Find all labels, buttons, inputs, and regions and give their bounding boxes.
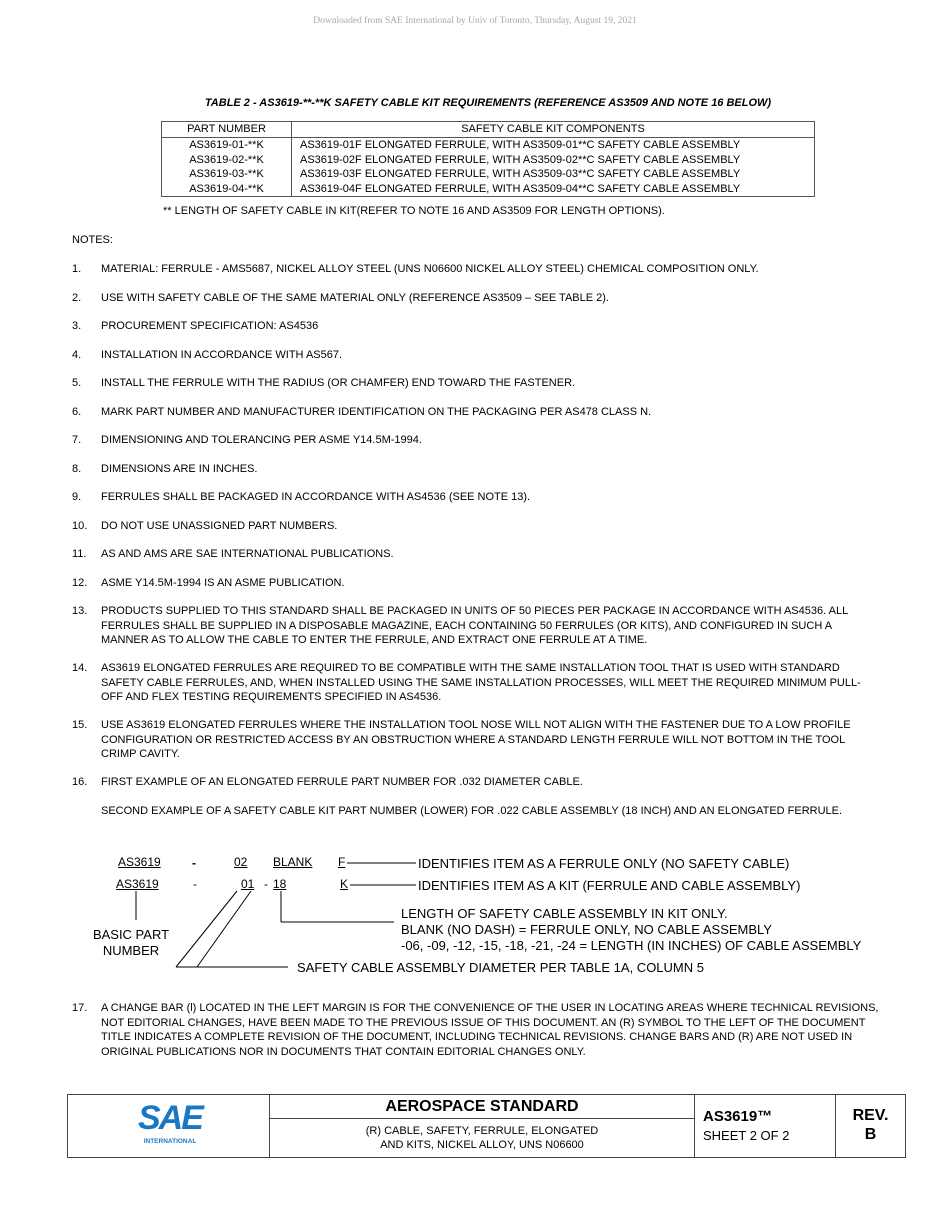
part-number-cell: AS3619-01-**K bbox=[162, 138, 292, 153]
note-9 bbox=[72, 490, 882, 505]
note-14 bbox=[72, 661, 882, 705]
aerospace-standard-heading: AEROSPACE STANDARD bbox=[270, 1095, 694, 1119]
revision-label: REV. bbox=[852, 1107, 889, 1124]
note-5 bbox=[72, 376, 882, 391]
part-number-cell: AS3619-02-**K bbox=[162, 153, 292, 168]
download-watermark: Downloaded from SAE International by Univ of Toronto, Thursday, August 19, 2021 bbox=[313, 16, 637, 26]
document-number: AS3619™ bbox=[703, 1108, 773, 1125]
length-description-1: LENGTH OF SAFETY CABLE ASSEMBLY IN KIT ONLY. bbox=[401, 906, 728, 921]
note-text: SECOND EXAMPLE OF A SAFETY CABLE KIT PART NUMBER (LOWER) FOR .022 CABLE ASSEMBLY (18 INCH) AND AN ELONGATED FERRULE. bbox=[101, 805, 843, 817]
note-text: AS AND AMS ARE SAE INTERNATIONAL PUBLICATIONS. bbox=[101, 548, 394, 560]
note-7 bbox=[72, 433, 882, 448]
note-text: USE AS3619 ELONGATED FERRULES WHERE THE INSTALLATION TOOL NOSE WILL NOT ALIGN WITH THE FASTENER DUE TO A LOW PROFILE CONFIGURATION OR RESTRICTED ACCESS BY AN OBSTRUCTION WHERE A STANDARD LENGTH FERRULE WILL NOT BOTTOM IN THE TOOL CRIMP CAVITY. bbox=[101, 719, 851, 760]
kit-description: IDENTIFIES ITEM AS A KIT (FERRULE AND CABLE ASSEMBLY) bbox=[418, 878, 801, 893]
table-2-title: TABLE 2 - AS3619-**-**K SAFETY CABLE KIT REQUIREMENTS (REFERENCE AS3509 AND NOTE 16 BELOW) bbox=[204, 97, 772, 109]
note-8 bbox=[72, 462, 882, 477]
revision-cell bbox=[836, 1095, 905, 1157]
note-number: 16. bbox=[72, 776, 88, 788]
note-text: MARK PART NUMBER AND MANUFACTURER IDENTIFICATION ON THE PACKAGING PER AS478 CLASS N. bbox=[101, 406, 652, 418]
note-3 bbox=[72, 319, 882, 334]
note-number: 12. bbox=[72, 577, 88, 589]
column-header-components: SAFETY CABLE KIT COMPONENTS bbox=[292, 122, 815, 138]
note-number: 1. bbox=[72, 263, 82, 275]
note-text: INSTALL THE FERRULE WITH THE RADIUS (OR CHAMFER) END TOWARD THE FASTENER. bbox=[101, 377, 576, 389]
note-11 bbox=[72, 547, 882, 562]
note-number: 14. bbox=[72, 662, 88, 674]
note-2 bbox=[72, 291, 882, 306]
title-block bbox=[67, 1094, 906, 1158]
components-cell: AS3619-03F ELONGATED FERRULE, WITH AS3509-03**C SAFETY CABLE ASSEMBLY bbox=[292, 167, 815, 182]
note-12 bbox=[72, 576, 882, 591]
note-text: PRODUCTS SUPPLIED TO THIS STANDARD SHALL BE PACKAGED IN UNITS OF 50 PIECES PER PACKAGE IN ACCORDANCE WITH AS4536. ALL FERRULES SHALL BE SUPPLIED IN A DISPOSABLE MAGAZINE, EACH CONTAINING 50 FERRULES (OR KITS), AND CONFIGURED IN SUCH A MANNER AS TO ALLOW THE CABLE TO ENTER THE FERRULE, AND EXTRACT ONE FERRULE AT A TIME. bbox=[101, 605, 848, 646]
components-cell: AS3619-02F ELONGATED FERRULE, WITH AS3509-02**C SAFETY CABLE ASSEMBLY bbox=[292, 153, 815, 168]
note-number: 17. bbox=[72, 1002, 88, 1014]
note-text: MATERIAL: FERRULE - AMS5687, NICKEL ALLOY STEEL (UNS N06600 NICKEL ALLOY STEEL) CHEMICAL COMPOSITION ONLY. bbox=[101, 263, 759, 275]
note-number: 15. bbox=[72, 719, 88, 731]
note-number: 7. bbox=[72, 434, 82, 446]
notes-heading: NOTES: bbox=[72, 234, 113, 246]
sae-logo: SAE bbox=[138, 1099, 202, 1137]
note-number: 11. bbox=[72, 548, 87, 560]
sheet-number: SHEET 2 OF 2 bbox=[703, 1128, 790, 1143]
note-13 bbox=[72, 604, 882, 648]
table-row bbox=[162, 182, 815, 197]
title-cell bbox=[270, 1095, 695, 1157]
note-text: ASME Y14.5M-1994 IS AN ASME PUBLICATION. bbox=[101, 577, 345, 589]
note-1 bbox=[72, 262, 882, 277]
example-basic-part-1: AS3619 bbox=[118, 855, 161, 869]
example-size-2: 01 bbox=[241, 877, 255, 891]
note-16-second-example bbox=[72, 804, 882, 819]
note-number: 2. bbox=[72, 292, 82, 304]
note-number: 8. bbox=[72, 463, 82, 475]
example-suffix-f: F bbox=[338, 855, 346, 869]
note-text: A CHANGE BAR (l) LOCATED IN THE LEFT MARGIN IS FOR THE CONVENIENCE OF THE USER IN LOCATING AREAS WHERE TECHNICAL REVISIONS, NOT EDITORIAL CHANGES, HAVE BEEN MADE TO THE PREVIOUS ISSUE OF THIS DOCUMENT. AN (R) SYMBOL TO THE LEFT OF THE DOCUMENT TITLE INDICATES A COMPLETE REVISION OF THE DOCUMENT, INCLUDING TECHNICAL REVISIONS. CHANGE BARS AND (R) ARE NOT USED IN ORIGINAL PUBLICATIONS NOR IN DOCUMENTS THAT CONTAIN EDITORIAL CHANGES ONLY. bbox=[101, 1002, 879, 1058]
table-row bbox=[162, 153, 815, 168]
note-16 bbox=[72, 775, 882, 790]
document-title-line-2: AND KITS, NICKEL ALLOY, UNS N06600 bbox=[380, 1139, 584, 1151]
example-size-1: 02 bbox=[234, 855, 248, 869]
note-text: FIRST EXAMPLE OF AN ELONGATED FERRULE PART NUMBER FOR .032 DIAMETER CABLE. bbox=[101, 776, 583, 788]
components-cell: AS3619-04F ELONGATED FERRULE, WITH AS3509-04**C SAFETY CABLE ASSEMBLY bbox=[292, 182, 815, 197]
note-text: AS3619 ELONGATED FERRULES ARE REQUIRED TO BE COMPATIBLE WITH THE SAME INSTALLATION TOOL THAT IS USED WITH STANDARD SAFETY CABLE FERRULES, AND, WHEN INSTALLED USING THE SAME INSTALLATION PROCESSES, WILL MEET THE REQUIRED MINIMUM PULL-OFF AND FLEX TESTING REQUIREMENTS SPECIFIED IN AS4536. bbox=[101, 662, 861, 703]
note-text: FERRULES SHALL BE PACKAGED IN ACCORDANCE WITH AS4536 (SEE NOTE 13). bbox=[101, 491, 531, 503]
note-text: PROCUREMENT SPECIFICATION: AS4536 bbox=[101, 320, 319, 332]
note-number: 3. bbox=[72, 320, 82, 332]
note-text: DIMENSIONING AND TOLERANCING PER ASME Y14.5M-1994. bbox=[101, 434, 422, 446]
revision-letter: B bbox=[864, 1126, 877, 1143]
components-cell: AS3619-01F ELONGATED FERRULE, WITH AS3509-01**C SAFETY CABLE ASSEMBLY bbox=[292, 138, 815, 153]
example-dash-2: - bbox=[193, 877, 197, 891]
note-text: INSTALLATION IN ACCORDANCE WITH AS567. bbox=[101, 349, 343, 361]
callout-line-diameter-2 bbox=[197, 891, 251, 967]
length-description-2: BLANK (NO DASH) = FERRULE ONLY, NO CABLE ASSEMBLY bbox=[401, 922, 772, 937]
basic-part-label-1: BASIC PART bbox=[92, 927, 170, 942]
document-title-line-1: (R) CABLE, SAFETY, FERRULE, ELONGATED bbox=[365, 1125, 599, 1137]
note-15 bbox=[72, 718, 882, 762]
note-text: USE WITH SAFETY CABLE OF THE SAME MATERIAL ONLY (REFERENCE AS3509 – SEE TABLE 2). bbox=[101, 292, 609, 304]
note-4 bbox=[72, 348, 882, 363]
note-number: 6. bbox=[72, 406, 82, 418]
note-number: 9. bbox=[72, 491, 82, 503]
example-dash-1: - bbox=[192, 856, 196, 870]
example-basic-part-2: AS3619 bbox=[116, 877, 159, 891]
logo-cell bbox=[68, 1095, 270, 1157]
example-length-2: 18 bbox=[273, 877, 287, 891]
note-17 bbox=[72, 1001, 882, 1059]
diameter-description: SAFETY CABLE ASSEMBLY DIAMETER PER TABLE 1A, COLUMN 5 bbox=[297, 960, 704, 975]
table-row bbox=[162, 138, 815, 153]
table-footnote: ** LENGTH OF SAFETY CABLE IN KIT(REFER TO NOTE 16 AND AS3509 FOR LENGTH OPTIONS). bbox=[163, 205, 665, 217]
note-10 bbox=[72, 519, 882, 534]
example-dash-3: - bbox=[264, 877, 268, 891]
basic-part-label-2: NUMBER bbox=[102, 943, 160, 958]
safety-cable-kit-table bbox=[161, 121, 815, 197]
document-number-cell bbox=[695, 1095, 836, 1157]
table-row bbox=[162, 167, 815, 182]
column-header-part-number: PART NUMBER bbox=[162, 122, 292, 138]
length-description-3: -06, -09, -12, -15, -18, -21, -24 = LENGTH (IN INCHES) OF CABLE ASSEMBLY bbox=[401, 938, 862, 953]
note-text: DIMENSIONS ARE IN INCHES. bbox=[101, 463, 258, 475]
note-number: 10. bbox=[72, 520, 88, 532]
example-length-1: BLANK bbox=[273, 855, 313, 869]
note-number: 4. bbox=[72, 349, 82, 361]
ferrule-only-description: IDENTIFIES ITEM AS A FERRULE ONLY (NO SAFETY CABLE) bbox=[418, 856, 790, 871]
note-number: 13. bbox=[72, 605, 88, 617]
sae-logo-subtitle: INTERNATIONAL bbox=[143, 1138, 197, 1145]
part-number-cell: AS3619-04-**K bbox=[162, 182, 292, 197]
part-number-cell: AS3619-03-**K bbox=[162, 167, 292, 182]
note-text: DO NOT USE UNASSIGNED PART NUMBERS. bbox=[101, 520, 338, 532]
note-6 bbox=[72, 405, 882, 420]
table-header-row bbox=[162, 122, 815, 138]
note-number: 5. bbox=[72, 377, 82, 389]
example-suffix-k: K bbox=[340, 877, 349, 891]
